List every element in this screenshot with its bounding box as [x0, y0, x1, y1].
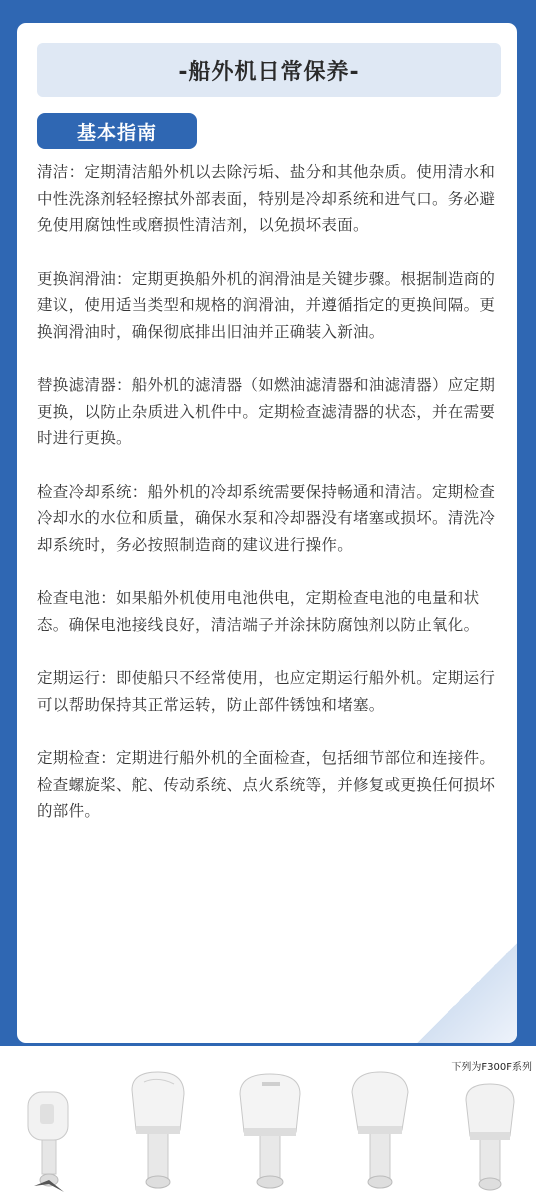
folded-corner: [417, 943, 517, 1043]
outboard-engine-1: [14, 1070, 84, 1200]
guide-card: [14, 20, 520, 1046]
series-note: 下列为F300F系列: [451, 1062, 532, 1073]
title-bar: [37, 43, 501, 97]
paragraph-cleaning: 清洁：定期清洁船外机以去除污垢、盐分和其他杂质。使用清水和中性洗涤剂轻轻擦拭外部表面，特别是冷却系统和进气口。务必避免使用腐蚀性或磨损性清洁剂，以免损坏表面。: [37, 163, 496, 234]
outboard-engine-5: [452, 1070, 528, 1200]
section-tag-label: 基本指南: [76, 121, 157, 144]
paragraph-cooling: 检查冷却系统：船外机的冷却系统需要保持畅通和清洁。定期检查冷却水的水位和质量，确保水泵和冷却器没有堵塞或损坏。清洗冷却系统时，务必按照制造商的建议进行操作。: [37, 482, 496, 554]
section-tag: [37, 113, 197, 149]
outboard-engine-4: [340, 1060, 420, 1200]
engine-gallery: [0, 1046, 536, 1200]
paragraph-running: 定期运行：即使船只不经常使用，也应定期运行船外机。定期运行可以帮助保持其正常运转，防止部件锈蚀和堵塞。: [37, 669, 496, 714]
page-title: -船外机日常保养-: [178, 59, 360, 85]
paragraph-battery: 检查电池：如果船外机使用电池供电，定期检查电池的电量和状态。确保电池接线良好，清洁端子并涂抹防腐蚀剂以防止氧化。: [37, 589, 480, 634]
guide-body: [37, 159, 503, 852]
outboard-engine-2: [118, 1060, 198, 1200]
outboard-engine-3: [228, 1060, 312, 1200]
paragraph-inspection: 定期检查：定期进行船外机的全面检查，包括细节部位和连接件。检查螺旋桨、舵、传动系统、点火系统等，并修复或更换任何损坏的部件。: [37, 749, 496, 820]
paragraph-oil: 更换润滑油：定期更换船外机的润滑油是关键步骤。根据制造商的建议，使用适当类型和规格的润滑油，并遵循指定的更换间隔。更换润滑油时，确保彻底排出旧油并正确装入新油。: [37, 269, 496, 341]
paragraph-filter: 替换滤清器：船外机的滤清器（如燃油滤清器和油滤清器）应定期更换，以防止杂质进入机件中。定期检查滤清器的状态，并在需要时进行更换。: [37, 376, 496, 447]
